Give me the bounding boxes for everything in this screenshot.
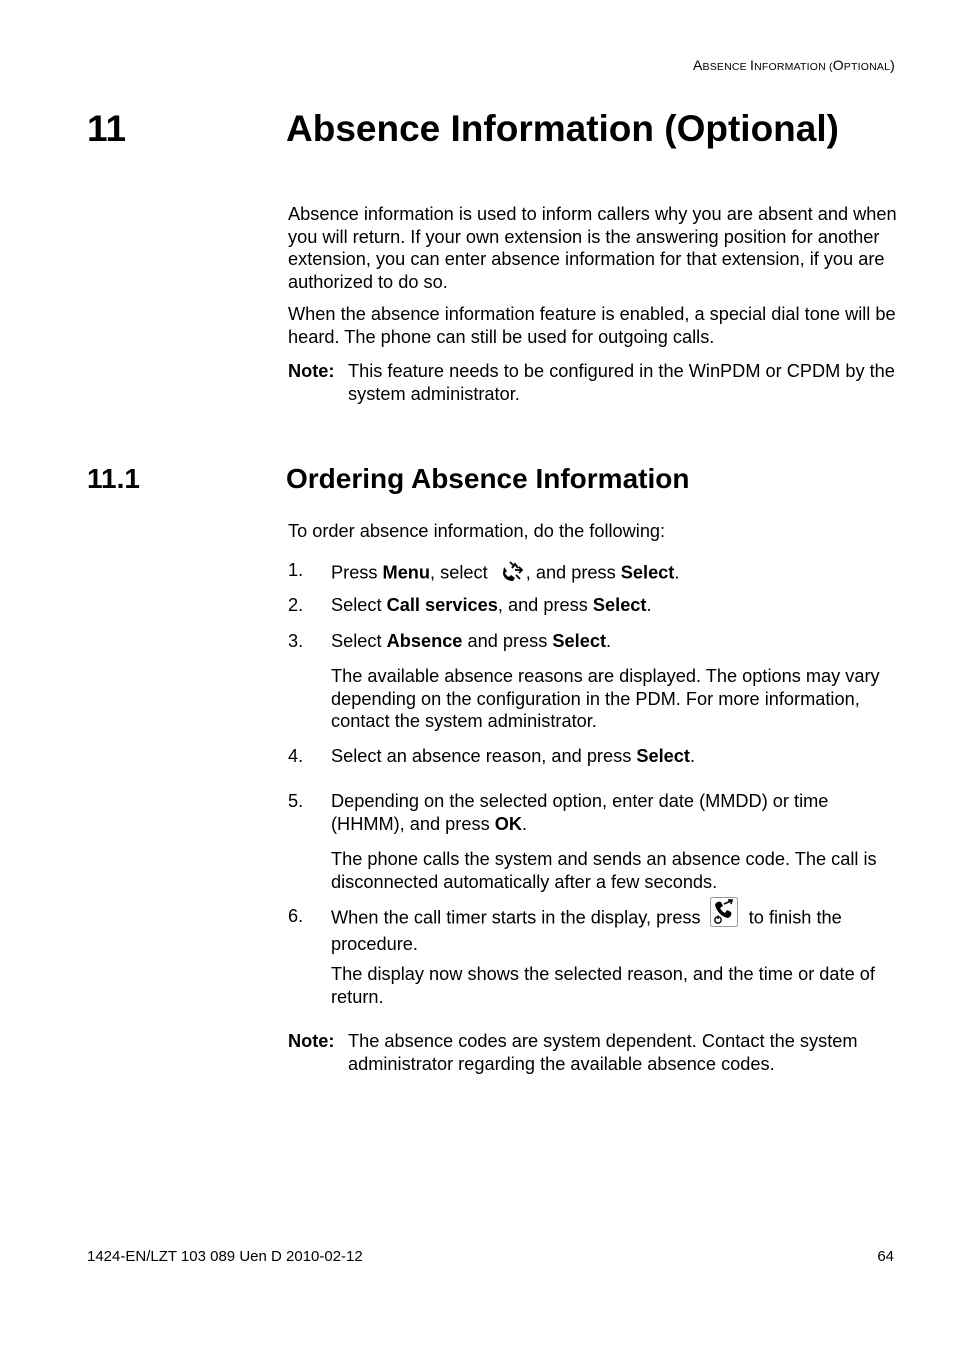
step-key: Absence (386, 631, 463, 651)
intro-paragraph-1: Absence information is used to inform callers why you are absent and when you will return. If your own extension is the answering position for another extension, you can enter absence information for that extension, if you are authorized to do so. (288, 204, 897, 292)
step-3 (331, 630, 898, 653)
step-number: 3. (288, 631, 304, 651)
step-3-detail: The available absence reasons are displayed. The options may vary depending on the configuration in the PDM. For more information, contact the system administrator. (331, 666, 880, 731)
step-6-detail: The display now shows the selected reason, and the time or date of return. (331, 964, 875, 1007)
running-header-part: ) (890, 57, 895, 73)
running-header-part: I (749, 57, 755, 73)
step-text: to finish the procedure. (331, 907, 842, 954)
step-5 (331, 790, 898, 835)
step-text: , and press (525, 562, 621, 583)
step-text: . (522, 813, 528, 834)
step-text: . (674, 562, 680, 583)
step-text: . (606, 631, 612, 651)
running-header-part: O (832, 57, 844, 73)
step-number: 2. (288, 595, 304, 615)
step-number: 6. (288, 906, 304, 926)
step-text: . (646, 595, 652, 615)
step-text: Select an absence reason, and press (331, 746, 637, 766)
chapter-title: Absence Information (Optional) (286, 108, 839, 149)
step-key: Select (636, 746, 690, 766)
step-text: , select (430, 562, 493, 583)
running-header-part: BSENCE (702, 61, 750, 73)
step-1 (331, 559, 898, 589)
step-key: Select (552, 631, 607, 651)
chapter-number: 11 (87, 108, 127, 149)
running-header-part: PTIONAL (843, 61, 891, 73)
procedure-lead: To order absence information, do the following: (288, 521, 666, 541)
step-5-detail: The phone calls the system and sends an absence code. The call is disconnected automatically after a few seconds. (331, 849, 877, 892)
running-header (693, 57, 895, 73)
step-2 (331, 594, 898, 617)
step-key: Menu (382, 562, 431, 583)
step-text: Select (331, 595, 387, 615)
step-text: , and press (497, 595, 593, 615)
step-text: Depending on the selected option, enter date (MMDD) or time (HHMM), and press (331, 791, 829, 834)
section-number: 11.1 (87, 463, 140, 494)
running-header-part: NFORMATION ( (754, 61, 833, 73)
step-number: 1. (288, 560, 304, 580)
end-call-icon (710, 897, 738, 933)
step-6 (331, 905, 898, 955)
step-text: Select (331, 631, 387, 651)
step-text: . (689, 746, 695, 766)
note-label: Note: (288, 361, 335, 381)
footer-document-id: 1424-EN/LZT 103 089 Uen D 2010-02-12 (87, 1248, 363, 1265)
step-number: 5. (288, 791, 304, 811)
step-key: Select (620, 562, 675, 583)
running-header-part: A (692, 57, 703, 73)
step-key: Call services (386, 595, 498, 615)
step-text: and press (462, 631, 553, 651)
note-label: Note: (288, 1031, 335, 1051)
step-text: When the call timer starts in the display, press (331, 907, 706, 928)
footer-page-number: 64 (877, 1248, 894, 1265)
note-text: This feature needs to be configured in the WinPDM or CPDM by the system administrator. (348, 361, 895, 404)
step-4 (331, 745, 898, 768)
call-services-icon (499, 559, 525, 589)
step-text: Press (331, 562, 383, 583)
step-number: 4. (288, 746, 304, 766)
section-title: Ordering Absence Information (286, 463, 690, 494)
note-text: The absence codes are system dependent. Contact the system administrator regarding the available absence codes. (348, 1031, 858, 1074)
intro-paragraph-2: When the absence information feature is enabled, a special dial tone will be heard. The phone can still be used for outgoing calls. (288, 304, 896, 347)
step-key: Select (592, 595, 647, 615)
step-key: OK (494, 813, 522, 834)
